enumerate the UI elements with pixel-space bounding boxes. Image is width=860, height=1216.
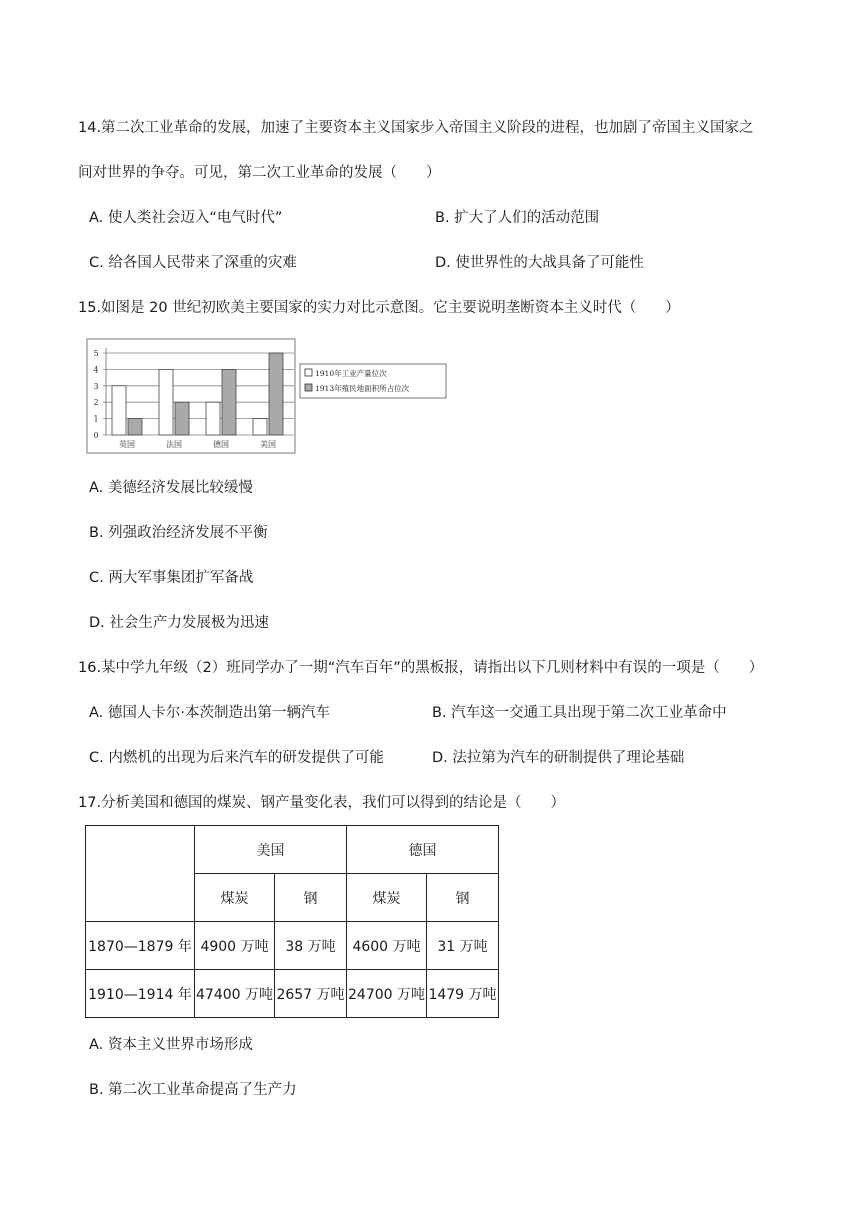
table-cell: 38 万吨 <box>275 922 347 970</box>
legend-label-1910: 1910年工业产量位次 <box>315 369 387 378</box>
legend-label-1913: 1913年殖民地面积所占位次 <box>315 384 410 393</box>
q14-option-c: C. 给各国人民带来了深重的灾难 <box>89 255 297 271</box>
table-row <box>86 922 499 970</box>
table-cell-period: 1870—1879 年 <box>86 922 195 970</box>
q16-option-b: B. 汽车这一交通工具出现于第二次工业革命中 <box>432 705 727 721</box>
bar-德国-1913 <box>222 369 236 435</box>
q17-option-a: A. 资本主义世界市场形成 <box>89 1037 253 1053</box>
rank-bar-chart <box>86 338 448 456</box>
q17-option-b: B. 第二次工业革命提高了生产力 <box>89 1082 297 1098</box>
table-header-usa: 美国 <box>195 826 347 874</box>
table-subheader-germany-coal: 煤炭 <box>347 874 427 922</box>
table-cell: 2657 万吨 <box>275 970 347 1018</box>
q14-option-b: B. 扩大了人们的活动范围 <box>435 210 600 226</box>
table-header-germany: 德国 <box>347 826 499 874</box>
q14-option-a: A. 使人类社会迈入“电气时代” <box>89 210 283 226</box>
q16-option-a: A. 德国人卡尔·本茨制造出第一辆汽车 <box>89 705 330 721</box>
q14-option-d: D. 使世界性的大战具备了可能性 <box>435 255 644 271</box>
x-tick-label: 美国 <box>260 440 276 449</box>
bar-英国-1910 <box>112 386 126 435</box>
chart-y-ticks <box>93 349 98 440</box>
q15-stem: 15.如图是 20 世纪初欧美主要国家的实力对比示意图。它主要说明垄断资本主义时代（ ） <box>78 300 680 316</box>
chart-legend <box>300 364 446 398</box>
x-tick-label: 英国 <box>119 440 135 449</box>
table-cell: 1479 万吨 <box>427 970 499 1018</box>
table-corner-cell <box>86 826 195 922</box>
q15-option-d: D. 社会生产力发展极为迅速 <box>89 615 269 631</box>
legend-swatch-1913 <box>305 384 312 391</box>
y-tick-label: 0 <box>93 431 99 440</box>
q14-stem-line2: 间对世界的争夺。可见，第二次工业革命的发展（ ） <box>78 165 441 181</box>
bar-法国-1913 <box>175 402 189 435</box>
q15-option-c: C. 两大军事集团扩军备战 <box>89 570 254 586</box>
q16-option-d: D. 法拉第为汽车的研制提供了理论基础 <box>432 750 685 766</box>
legend-swatch-1910 <box>305 369 312 376</box>
y-tick-label: 2 <box>93 398 99 408</box>
bar-美国-1913 <box>269 353 283 435</box>
bar-美国-1910 <box>253 419 267 435</box>
table-cell: 4900 万吨 <box>195 922 275 970</box>
table-cell: 31 万吨 <box>427 922 499 970</box>
table-cell: 47400 万吨 <box>195 970 275 1018</box>
y-tick-label: 1 <box>93 414 99 424</box>
table-cell: 4600 万吨 <box>347 922 427 970</box>
table-cell-period: 1910—1914 年 <box>86 970 195 1018</box>
y-tick-label: 3 <box>93 381 99 391</box>
table-subheader-germany-steel: 钢 <box>427 874 499 922</box>
chart-x-labels <box>119 439 276 449</box>
q14-stem-line1: 14.第二次工业革命的发展，加速了主要资本主义国家步入帝国主义阶段的进程，也加剧了帝国主义国家之 <box>78 120 754 136</box>
q16-stem: 16.某中学九年级（2）班同学办了一期“汽车百年”的黑板报，请指出以下几则材料中有误的一项是（ ） <box>78 660 764 676</box>
q15-option-b: B. 列强政治经济发展不平衡 <box>89 525 268 541</box>
table-subheader-usa-steel: 钢 <box>275 874 347 922</box>
table-row <box>86 970 499 1018</box>
x-tick-label: 德国 <box>213 440 229 449</box>
q15-option-a: A. 美德经济发展比较缓慢 <box>89 480 253 496</box>
production-table <box>85 825 499 1018</box>
bar-德国-1910 <box>206 402 220 435</box>
q16-option-c: C. 内燃机的出现为后来汽车的研发提供了可能 <box>89 750 384 766</box>
table-cell: 24700 万吨 <box>347 970 427 1018</box>
q17-stem: 17.分析美国和德国的煤炭、钢产量变化表，我们可以得到的结论是（ ） <box>78 795 566 811</box>
x-tick-label: 法国 <box>166 440 182 449</box>
chart-bars <box>112 353 283 435</box>
bar-英国-1913 <box>128 419 142 435</box>
y-tick-label: 5 <box>93 349 99 358</box>
bar-法国-1910 <box>159 369 173 435</box>
table-subheader-usa-coal: 煤炭 <box>195 874 275 922</box>
y-tick-label: 4 <box>93 365 99 375</box>
